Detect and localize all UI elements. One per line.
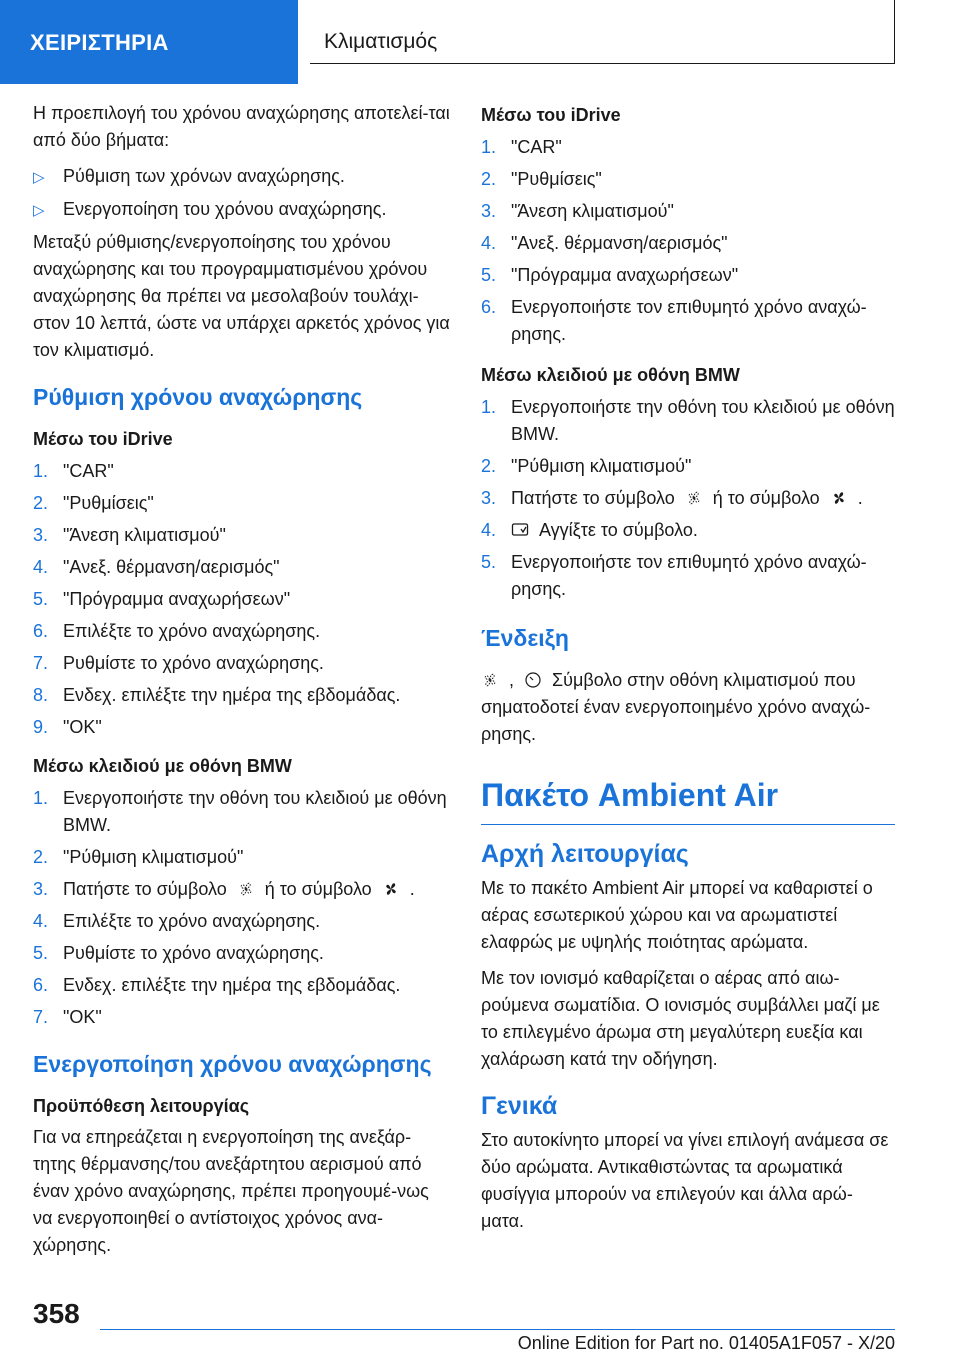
list-item: 7. "OK" [33, 1007, 102, 1027]
list-item: 2. "Ρύθμιση κλιματισμού" [481, 456, 692, 476]
list-item: 2. "Ρυθμίσεις" [33, 493, 154, 513]
fan-icon [481, 671, 499, 689]
fan-icon [237, 880, 255, 898]
display-paragraph: , Σύμβολο στην οθόνη κλιματισμού που σηματοδοτεί έναν ενεργοποιημένο χρόνο αναχώ-ρησης. [481, 670, 871, 744]
left-column [33, 100, 451, 1268]
list-item: 2. "Ρυθμίσεις" [481, 169, 602, 189]
list-item: ▷ Ενεργοποίηση του χρόνου αναχώρησης. [33, 196, 451, 223]
prereq-heading: Προϋπόθεση λειτουργίας [33, 1096, 250, 1116]
list-item: 1. "CAR" [33, 461, 114, 481]
list-item: 5. Ρυθμίστε το χρόνο αναχώρησης. [33, 943, 324, 963]
page-number: 358 [33, 1298, 80, 1329]
ambient-air-title: Πακέτο Ambient Air [481, 777, 779, 813]
list-item: 6. Ενδεχ. επιλέξτε την ημέρα της εβδομάδας. [33, 975, 401, 995]
idrive-heading: Μέσω του iDrive [33, 429, 173, 449]
principle-paragraph: Με τον ιονισμό καθαρίζεται ο αέρας από αιω-ρούμενα σωματίδια. Ο ιονισμός συμβάλλει μαζί με το επιλεγμένο άρωμα στη μεγαλύτερη ευεξία και χαλάρωση κατά την οδήγηση. [481, 968, 880, 1069]
topic-title: Κλιματισμός [324, 30, 438, 53]
title-rule [481, 824, 895, 825]
idrive-steps-list [33, 458, 451, 741]
list-item: 2. "Ρύθμιση κλιματισμού" [33, 847, 244, 867]
list-item: 6. Επιλέξτε το χρόνο αναχώρησης. [33, 621, 321, 641]
key-heading: Μέσω κλειδιού με οθόνη BMW [481, 365, 740, 385]
key-heading: Μέσω κλειδιού με οθόνη BMW [33, 756, 292, 776]
triangle-bullet-icon: ▷ [33, 202, 45, 219]
list-item: 5. "Πρόγραμμα αναχωρήσεων" [33, 589, 291, 609]
idrive-heading: Μέσω του iDrive [481, 105, 621, 125]
list-item: 9. "OK" [33, 717, 102, 737]
set-departure-heading: Ρύθμιση χρόνου αναχώρησης [33, 384, 363, 410]
general-paragraph: Στο αυτοκίνητο μπορεί να γίνει επιλογή ανάμεσα σε δύο αρώματα. Αντικαθιστώντας τα αρωματικά φυσίγγια μπορούν να επιλεγούν και άλλα αρώ-ματα. [481, 1130, 889, 1231]
list-item: 3. Πατήστε το σύμβολο ή το σύμβολο . [33, 879, 415, 899]
intro-paragraph: Η προεπιλογή του χρόνου αναχώρησης αποτελεί-ται από δύο βήματα: [33, 103, 450, 150]
topic-header [310, 0, 895, 64]
list-item: 4. "Ανεξ. θέρμανση/αερισμός" [481, 233, 728, 253]
triangle-bullet-icon: ▷ [33, 169, 45, 186]
list-item: 1. Ενεργοποιήστε την οθόνη του κλειδιού με οθόνη BMW. [33, 788, 447, 835]
list-item: 4. Αγγίξτε το σύμβολο. [481, 520, 698, 540]
fan-bold-icon [382, 880, 400, 898]
list-item: 1. "CAR" [481, 137, 562, 157]
list-item: 6. Ενεργοποιήστε τον επιθυμητό χρόνο αναχώ-ρησης. [481, 297, 867, 344]
touch-screen-icon [511, 521, 529, 539]
display-heading: Ένδειξη [481, 625, 569, 651]
list-item: 4. "Ανεξ. θέρμανση/αερισμός" [33, 557, 280, 577]
list-item: 3. Πατήστε το σύμβολο ή το σύμβολο . [481, 488, 863, 508]
key-steps-list [33, 785, 451, 1031]
principle-paragraph: Με το πακέτο Ambient Air μπορεί να καθαριστεί ο αέρας εσωτερικού χώρου και να αρωματιστεί ελαφρώς με υψηλής ποιότητας αρώματα. [481, 878, 873, 952]
steps-list [33, 163, 451, 223]
list-item: 8. Ενδεχ. επιλέξτε την ημέρα της εβδομάδας. [33, 685, 401, 705]
list-item: 5. Ενεργοποιήστε τον επιθυμητό χρόνο αναχώ-ρησης. [481, 552, 867, 599]
prereq-paragraph: Για να επηρεάζεται η ενεργοποίηση της ανεξάρ-τητης θέρμανσης/του ανεξάρτητου αερισμού από έναν χρόνο αναχώρησης, πρέπει προηγουμέ-νως να ενεργοποιηθεί ο αντίστοιχος χρόνος ανα-χώρησης. [33, 1127, 429, 1255]
list-item: 4. Επιλέξτε το χρόνο αναχώρησης. [33, 911, 321, 931]
general-heading: Γενικά [481, 1092, 558, 1120]
principle-heading: Αρχή λειτουργίας [481, 840, 689, 868]
list-item: 1. Ενεργοποιήστε την οθόνη του κλειδιού με οθόνη BMW. [481, 397, 895, 444]
activate-departure-heading: Ενεργοποίηση χρόνου αναχώρησης [33, 1051, 432, 1077]
edition-footer: Online Edition for Part no. 01405A1F057 - X/20 [517, 1333, 895, 1353]
list-item: 3. "Άνεση κλιματισμού" [481, 201, 674, 221]
list-item: ▷ Ρύθμιση των χρόνων αναχώρησης. [33, 163, 451, 190]
timer-icon [524, 671, 542, 689]
section-title: ΧΕΙΡΙΣΤΗΡΙΑ [30, 30, 169, 55]
right-column [481, 100, 895, 1244]
key-steps-list [481, 394, 895, 603]
fan-bold-icon [830, 489, 848, 507]
idrive-steps-list [481, 134, 895, 348]
list-item: 3. "Άνεση κλιματισμού" [33, 525, 226, 545]
fan-icon [685, 489, 703, 507]
section-tab [0, 0, 298, 84]
list-item: 5. "Πρόγραμμα αναχωρήσεων" [481, 265, 739, 285]
list-item: 7. Ρυθμίστε το χρόνο αναχώρησης. [33, 653, 324, 673]
note-paragraph: Μεταξύ ρύθμισης/ενεργοποίησης του χρόνου αναχώρησης και του προγραμματισμένου χρόνου αναχώρησης θα πρέπει να μεσολαβούν τουλάχι-στον 10 λεπτά, ώστε να υπάρχει αρκετός χρόνος για τον κλιματισμό. [33, 232, 450, 360]
footer-rule [100, 1329, 895, 1330]
